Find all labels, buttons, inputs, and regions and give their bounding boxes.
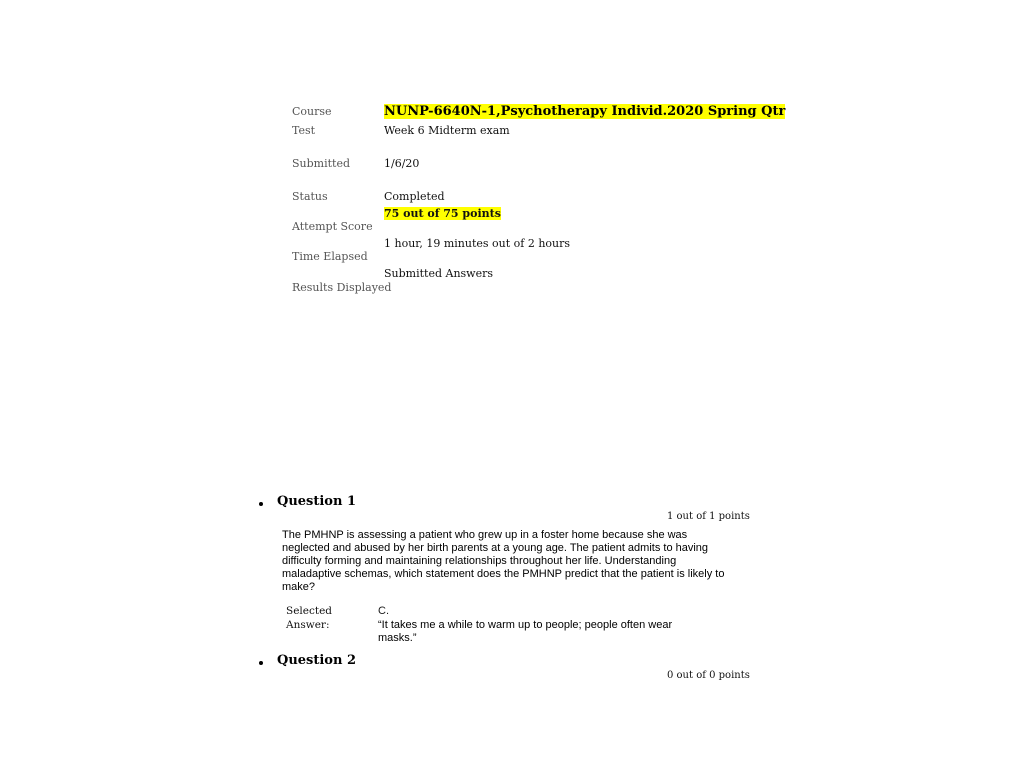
status-label: Status (292, 190, 328, 203)
bullet-icon (259, 661, 263, 665)
answer-text: “It takes me a while to warm up to people; people often wear masks.” (378, 619, 673, 644)
course-value: NUNP-6640N-1,Psychotherapy Individ.2020 Spring Qtr (384, 104, 786, 119)
time-elapsed-value: 1 hour, 19 minutes out of 2 hours (384, 237, 571, 250)
test-value: Week 6 Midterm exam (384, 124, 510, 137)
attempt-score-value: 75 out of 75 points (384, 207, 501, 220)
question-2-points: 0 out of 0 points (667, 670, 750, 681)
question-1-title: Question 1 (277, 494, 357, 509)
bullet-icon (259, 502, 263, 506)
selected-answer-label-line1: Selected (286, 605, 333, 617)
question-1-text: The PMHNP is assessing a patient who grew up in a foster home because she was neglected and abused by her birth parents at a young age. The patient admits to having difficulty forming and maintaining relationships throughout her life. Understanding maladaptive schemas, which statement does the PMHNP predict that the patient is likely to make? (282, 529, 725, 593)
results-displayed-value: Submitted Answers (384, 267, 494, 280)
submitted-value: 1/6/20 (384, 157, 420, 170)
submitted-label: Submitted (292, 157, 351, 170)
course-label: Course (292, 105, 332, 118)
status-value: Completed (384, 190, 445, 203)
selected-answer-label-line2: Answer: (286, 619, 330, 631)
attempt-score-label: Attempt Score (292, 220, 373, 233)
question-1-points: 1 out of 1 points (667, 511, 750, 522)
results-displayed-label: Results Displayed (292, 281, 392, 294)
time-elapsed-label: Time Elapsed (292, 250, 368, 263)
answer-letter: C. (378, 605, 389, 617)
test-label: Test (292, 124, 316, 137)
question-2-title: Question 2 (277, 653, 357, 668)
